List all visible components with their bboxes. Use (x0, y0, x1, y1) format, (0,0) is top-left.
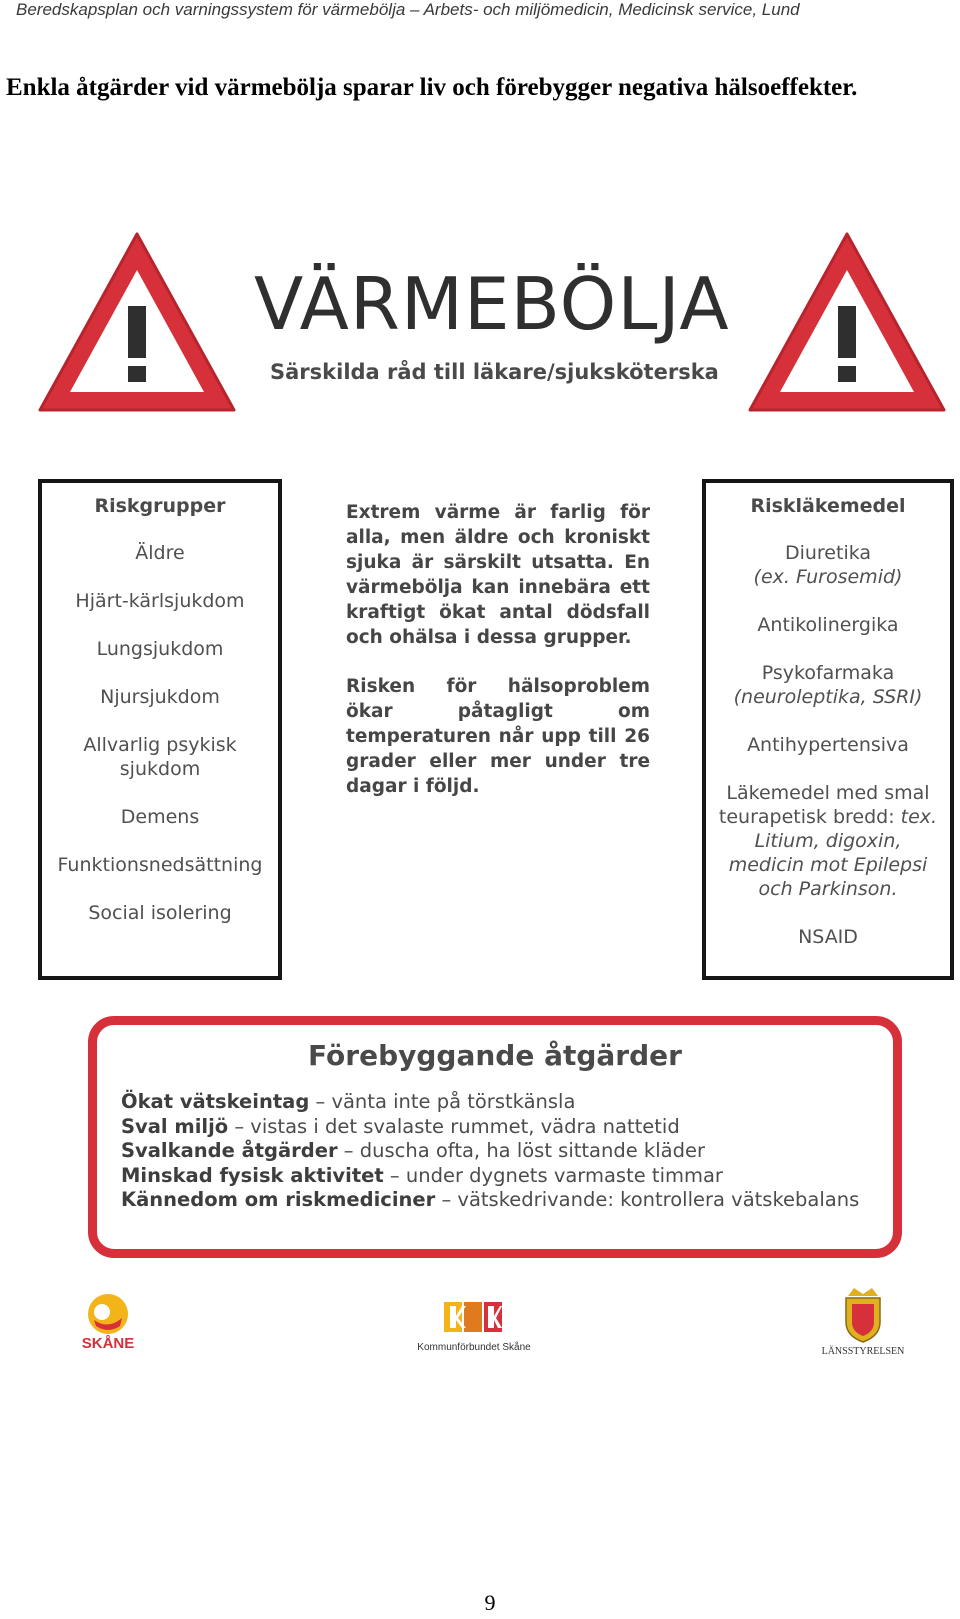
region-skane-logo (76, 1290, 140, 1352)
risk-group-item: Funktionsnedsättning (57, 854, 263, 876)
prevention-key: Ökat vätskeintag (121, 1090, 310, 1113)
warning-triangle-icon (34, 228, 240, 418)
risk-drug-name: Läkemedel med smal teurapetisk bredd: (718, 782, 930, 828)
prevention-list (121, 1090, 893, 1213)
risk-drug-item (706, 661, 950, 709)
risk-groups-title: Riskgrupper (94, 495, 226, 517)
risk-groups-box (38, 479, 282, 980)
risk-group-item: Lungsjukdom (96, 638, 224, 660)
prevention-item (121, 1090, 893, 1115)
risk-group-item: Allvarlig psykisk sjukdom (83, 734, 237, 780)
risk-group-item: Demens (120, 806, 200, 828)
risk-drugs-title: Riskläkemedel (750, 495, 906, 517)
page-number: 9 (484, 1590, 496, 1615)
prevention-text: – vistas i det svalaste rummet, vädra nattetid (228, 1114, 680, 1138)
risk-drug-note: (neuroleptika, SSRI) (733, 686, 923, 708)
risk-drug-name: Antihypertensiva (747, 734, 909, 756)
prevention-text: – vänta inte på törstkänsla (309, 1090, 576, 1113)
risk-group-item: Social isolering (88, 902, 232, 924)
poster-subtitle: Särskilda råd till läkare/sjuksköterska (270, 360, 719, 384)
risk-drug-note: tex. Litium, digoxin, medicin mot Epilepsi och Parkinson. (728, 806, 938, 900)
risk-drug-item (706, 613, 950, 637)
risk-drugs-box (702, 479, 954, 980)
risk-drug-note: (ex. Furosemid) (753, 566, 903, 588)
poster-title: VÄRMEBÖLJA (254, 262, 730, 346)
warning-triangle-icon (744, 228, 950, 418)
risk-drug-item (706, 925, 950, 949)
prevention-key: Svalkande åtgärder (121, 1139, 338, 1162)
info-paragraph: Risken för hälsoproblem ökar påtagligt om temperaturen når upp till 26 grader eller mer under tre dagar i följd. (346, 676, 650, 797)
info-paragraph: Extrem värme är farlig för alla, men äldre och kroniskt sjuka är särskilt utsatta. En värmebölja kan innebära ett kraftigt ökat antal dödsfall och ohälsa i dessa grupper. (346, 502, 650, 648)
risk-drug-name: Diuretika (784, 542, 872, 564)
risk-group-item: Hjärt-kärlsjukdom (75, 590, 245, 612)
kommunforbundet-logo (414, 1298, 534, 1358)
prevention-text: – under dygnets varmaste timmar (383, 1163, 723, 1187)
skane-logo-text: SKÅNE (81, 1335, 135, 1352)
prevention-item (121, 1188, 893, 1213)
prevention-text: – vätskedrivande: kontrollera vätskebalans (435, 1188, 860, 1211)
prevention-text: – duscha ofta, ha löst sittande kläder (337, 1139, 705, 1162)
kommunforbundet-logo-text: Kommunförbundet Skåne (417, 1342, 531, 1353)
prevention-item (121, 1164, 893, 1189)
lansstyrelsen-logo-text: LÄNSSTYRELSEN (821, 1346, 905, 1357)
prevention-key: Kännedom om riskmediciner (121, 1188, 436, 1211)
risk-drug-name: NSAID (798, 926, 858, 948)
prevention-title: Förebyggande åtgärder (308, 1039, 682, 1072)
prevention-item (121, 1139, 893, 1164)
prevention-key: Minskad fysisk aktivitet (121, 1163, 384, 1187)
prevention-key: Sval miljö (121, 1114, 229, 1138)
prevention-box (88, 1016, 902, 1258)
risk-group-item: Äldre (135, 542, 185, 564)
lansstyrelsen-logo (808, 1282, 918, 1360)
prevention-item (121, 1115, 893, 1140)
page-heading: Enkla åtgärder vid värmebölja sparar liv och förebygger negativa hälsoeffekter. (6, 74, 858, 101)
risk-drug-item (706, 541, 950, 589)
risk-drug-name: Psykofarmaka (761, 662, 895, 684)
risk-group-item: Njursjukdom (100, 686, 220, 708)
info-text (346, 500, 650, 823)
running-header: Beredskapsplan och varningssystem för värmebölja – Arbets- och miljömedicin, Medicinsk service, Lund (16, 0, 800, 19)
risk-drug-item (706, 733, 950, 757)
risk-drug-item (706, 781, 950, 901)
risk-drug-name: Antikolinergika (757, 614, 899, 636)
